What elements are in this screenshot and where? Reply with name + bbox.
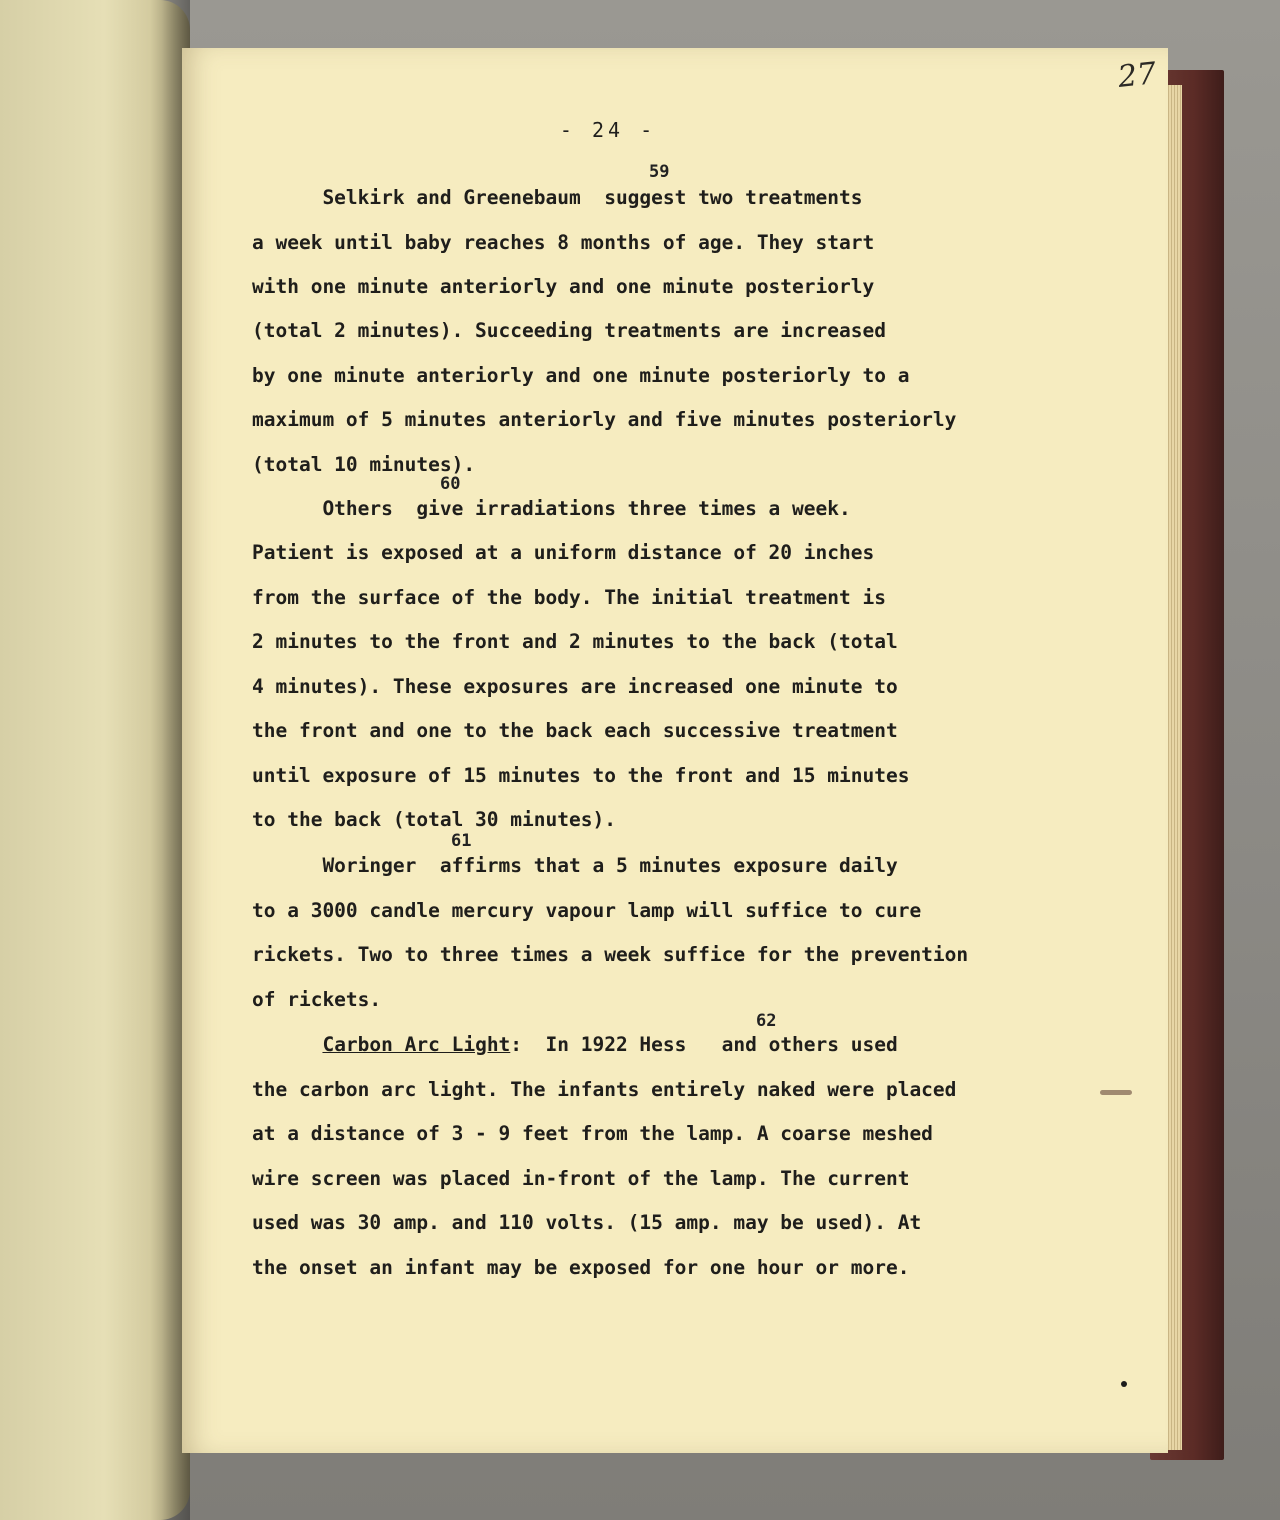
text-line: (total 2 minutes). Succeeding treatments are increased xyxy=(252,319,886,342)
text-line: Patient is exposed at a uniform distance of 20 inches xyxy=(252,541,875,564)
text-line: maximum of 5 minutes anteriorly and five minutes posteriorly xyxy=(252,408,957,431)
page-number: - 24 - xyxy=(559,118,657,142)
text-line: of rickets. xyxy=(252,988,382,1011)
text-line: at a distance of 3 - 9 feet from the lamp. A coarse meshed xyxy=(252,1122,933,1145)
text-line: to the back (total 30 minutes). xyxy=(252,808,616,831)
text-line: 2 minutes to the front and 2 minutes to the back (total xyxy=(252,630,898,653)
footnote-ref-61: 61 xyxy=(451,831,472,851)
footnote-ref-62: 62 xyxy=(756,1011,777,1031)
text-line: Woringer affirms that a 5 minutes exposure daily xyxy=(252,854,898,877)
footnote-ref-59: 59 xyxy=(649,162,670,182)
text-line: the front and one to the back each successive treatment xyxy=(252,719,898,742)
text-line: 4 minutes). These exposures are increased one minute to xyxy=(252,675,898,698)
carbon-arc-line-rest: : In 1922 Hess and others used xyxy=(510,1033,898,1056)
section-heading-carbon-arc-light: Carbon Arc Light xyxy=(322,1033,511,1056)
text-line: by one minute anteriorly and one minute posteriorly to a xyxy=(252,364,910,387)
text-line: from the surface of the body. The initial treatment is xyxy=(252,586,886,609)
text-line: the carbon arc light. The infants entirely naked were placed xyxy=(252,1078,957,1101)
text-line: Others give irradiations three times a week. xyxy=(252,497,851,520)
footnote-ref-60: 60 xyxy=(440,474,461,494)
pencil-dash-mark xyxy=(1100,1090,1132,1095)
text-line: wire screen was placed in-front of the lamp. The current xyxy=(252,1167,910,1190)
text-line: Selkirk and Greenebaum suggest two treatments xyxy=(252,186,863,209)
typed-page xyxy=(182,48,1168,1453)
text-line: (total 10 minutes). xyxy=(252,453,476,476)
text-line: until exposure of 15 minutes to the front and 15 minutes xyxy=(252,764,910,787)
text-line: used was 30 amp. and 110 volts. (15 amp. may be used). At xyxy=(252,1211,922,1234)
text-line: a week until baby reaches 8 months of age. They start xyxy=(252,231,875,254)
carbon-arc-line xyxy=(252,1033,898,1056)
text-line: to a 3000 candle mercury vapour lamp will suffice to cure xyxy=(252,899,922,922)
text-line: with one minute anteriorly and one minute posteriorly xyxy=(252,275,875,298)
text-line: the onset an infant may be exposed for one hour or more. xyxy=(252,1256,910,1279)
text-line: rickets. Two to three times a week suffice for the prevention xyxy=(252,943,969,966)
handwritten-archive-number: 27 xyxy=(1116,56,1158,95)
ink-dot xyxy=(1121,1381,1127,1387)
